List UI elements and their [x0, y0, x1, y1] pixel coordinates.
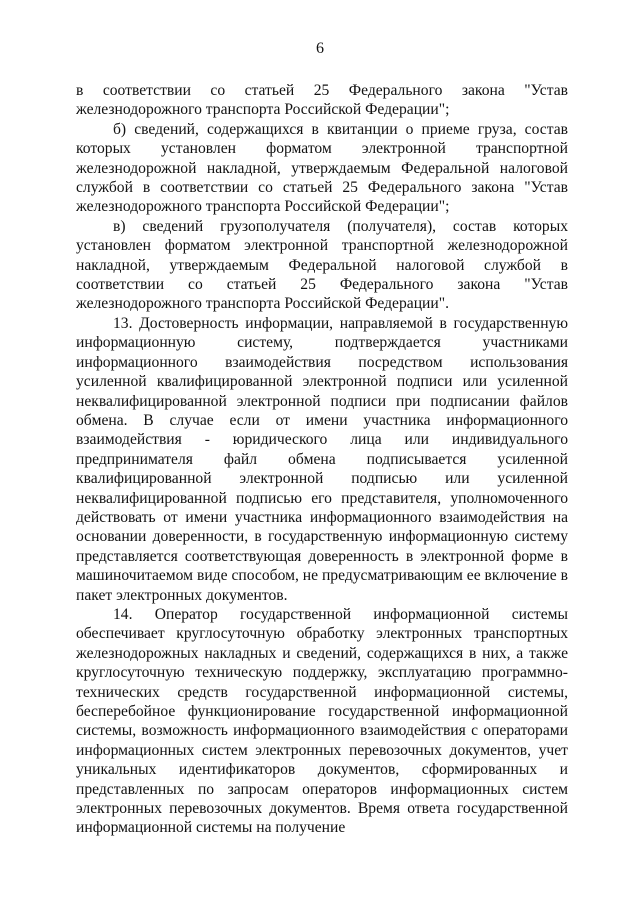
paragraph-item-b: б) сведений, содержащихся в квитанции о приеме груза, состав которых установлен форматом электронной транспортной железнодорожной накладной, утверждаемым Федеральной налоговой службой в соответствии со статьей 25 Федерального закона "Устав железнодорожного транспорта Российской Федерации";: [76, 120, 568, 216]
paragraph-continuation: в соответствии со статьей 25 Федерального закона "Устав железнодорожного транспорта Российской Федерации";: [76, 82, 568, 119]
paragraph-clause-13: 13. Достоверность информации, направляемой в государственную информационную систему, подтверждается участниками информационного взаимодействия посредством использования усиленной квалифицированной электронной подписи или усиленной неквалифицированной электронной подписи при подписании файлов обмена. В случае если от имени участника информационного взаимодействия - юридического лица или индивидуального предпринимателя файл обмена подписывается усиленной квалифицированной электронной подписью или усиленной неквалифицированной подписью его представителя, уполномоченного действовать от имени участника информационного взаимодействия на основании доверенности, в государственную информационную систему представляется соответствующая доверенность в электронной форме в машиночитаемом виде способом, не предусматривающим ее включение в пакет электронных документов.: [76, 314, 568, 604]
document-body: [76, 81, 568, 838]
paragraph-clause-14: 14. Оператор государственной информационной системы обеспечивает круглосуточную обработку электронных транспортных железнодорожных накладных и сведений, содержащихся в них, а также круглосуточную техническую поддержку, эксплуатацию программно-технических средств государственной информационной системы, бесперебойное функционирование государственной информационной системы, возможность информационного взаимодействия с операторами информационных систем электронных перевозочных документов, учет уникальных идентификаторов документов, сформированных и представленных по запросам операторов информационных систем электронных перевозочных документов. Время ответа государственной информационной системы на получение: [76, 605, 568, 837]
page-number: 6: [316, 40, 324, 57]
paragraph-item-v: в) сведений грузополучателя (получателя), состав которых установлен форматом электронной транспортной железнодорожной накладной, утверждаемым Федеральной налоговой службой в соответствии со статьей 25 Федерального закона "Устав железнодорожного транспорта Российской Федерации".: [76, 217, 568, 313]
